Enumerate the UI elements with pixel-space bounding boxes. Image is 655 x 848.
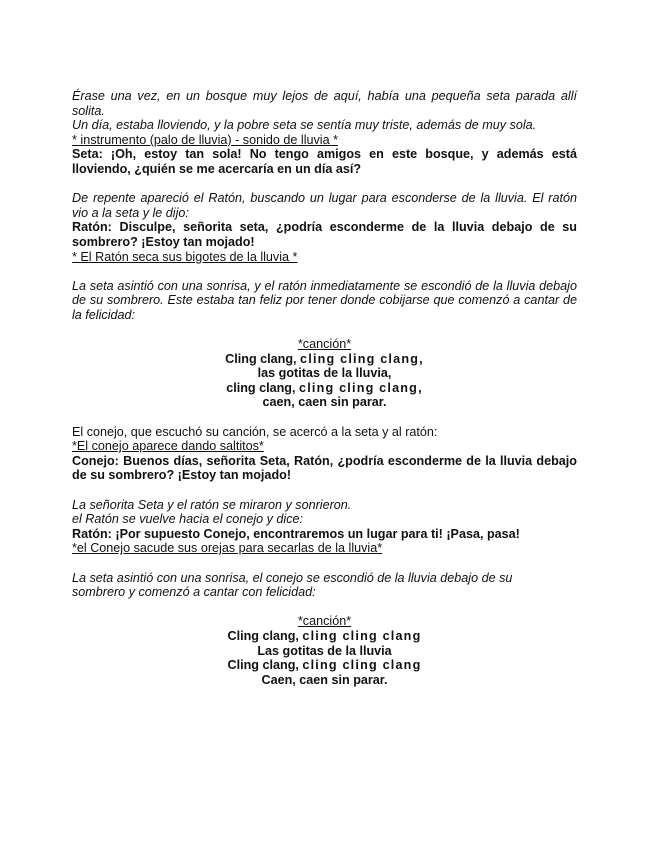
raton-dialogue: Ratón: Disculpe, señorita seta, ¿podría esconderme de la lluvia debajo de su sombrero? ¡Estoy tan mojado! [72, 220, 577, 249]
song-line: Cling clang, cling cling clang [227, 658, 422, 673]
narration: La señorita Seta y el ratón se miraron y sonrieron. [72, 497, 352, 512]
song-label: *canción* [297, 614, 352, 629]
song-line: Las gotitas de la lluvia [257, 643, 392, 658]
raton-dialogue: Ratón: ¡Por supuesto Conejo, encontraremos un lugar para ti! ¡Pasa, pasa! [72, 526, 520, 541]
stage-direction: *el Conejo sacude sus orejas para secarlas de la lluvia* [72, 541, 383, 556]
stage-direction: * instrumento (palo de lluvia) - sonido de lluvia * [72, 132, 339, 147]
story-page [72, 89, 577, 687]
narration: el Ratón se vuelve hacia el conejo y dice: [72, 512, 304, 527]
conejo-dialogue: Conejo: Buenos días, señorita Seta, Ratón, ¿podría esconderme de la lluvia debajo de su sombrero? ¡Estoy tan mojado! [72, 453, 577, 483]
raton-sings-narration: La seta asintió con una sonrisa, y el ratón inmediatamente se escondió de la lluvia debajo de su sombrero. Este estaba tan feliz por tener donde cobijarse que comenzó a cantar de la felicidad: [72, 278, 577, 322]
song-line: las gotitas de la lluvia, [257, 366, 392, 381]
song-line: cling clang, cling cling clang, [226, 380, 423, 395]
song-line: Caen, caen sin parar. [261, 672, 388, 687]
intro-narration-rain: Un día, estaba lloviendo, y la pobre seta se sentía muy triste, además de muy sola. [72, 118, 537, 133]
song-block [72, 337, 577, 410]
raton-appears-narration: De repente apareció el Ratón, buscando un lugar para esconderse de la lluvia. El ratón vio a la seta y le dijo: [72, 191, 577, 220]
song-line: Cling clang, cling cling clang, [225, 351, 424, 366]
intro-narration: Érase una vez, en un bosque muy lejos de aquí, había una pequeña seta parada allí solita. [72, 89, 577, 118]
song-line: caen, caen sin parar. [262, 395, 387, 410]
stage-direction: * El Ratón seca sus bigotes de la lluvia * [72, 249, 298, 264]
conejo-narration: El conejo, que escuchó su canción, se acercó a la seta y al ratón: [72, 424, 438, 439]
seta-dialogue: Seta: ¡Oh, estoy tan sola! No tengo amigos en este bosque, y además está lloviendo, ¿quién se me acercaría en un día así? [72, 147, 577, 176]
song-line: Cling clang, cling cling clang [227, 628, 422, 643]
song-block [72, 614, 577, 687]
song-label: *canción* [297, 337, 352, 352]
stage-direction: *El conejo aparece dando saltitos* [72, 439, 264, 454]
conejo-sings-narration: La seta asintió con una sonrisa, el conejo se escondió de la lluvia debajo de su sombrero y comenzó a cantar con felicidad: [72, 570, 513, 600]
